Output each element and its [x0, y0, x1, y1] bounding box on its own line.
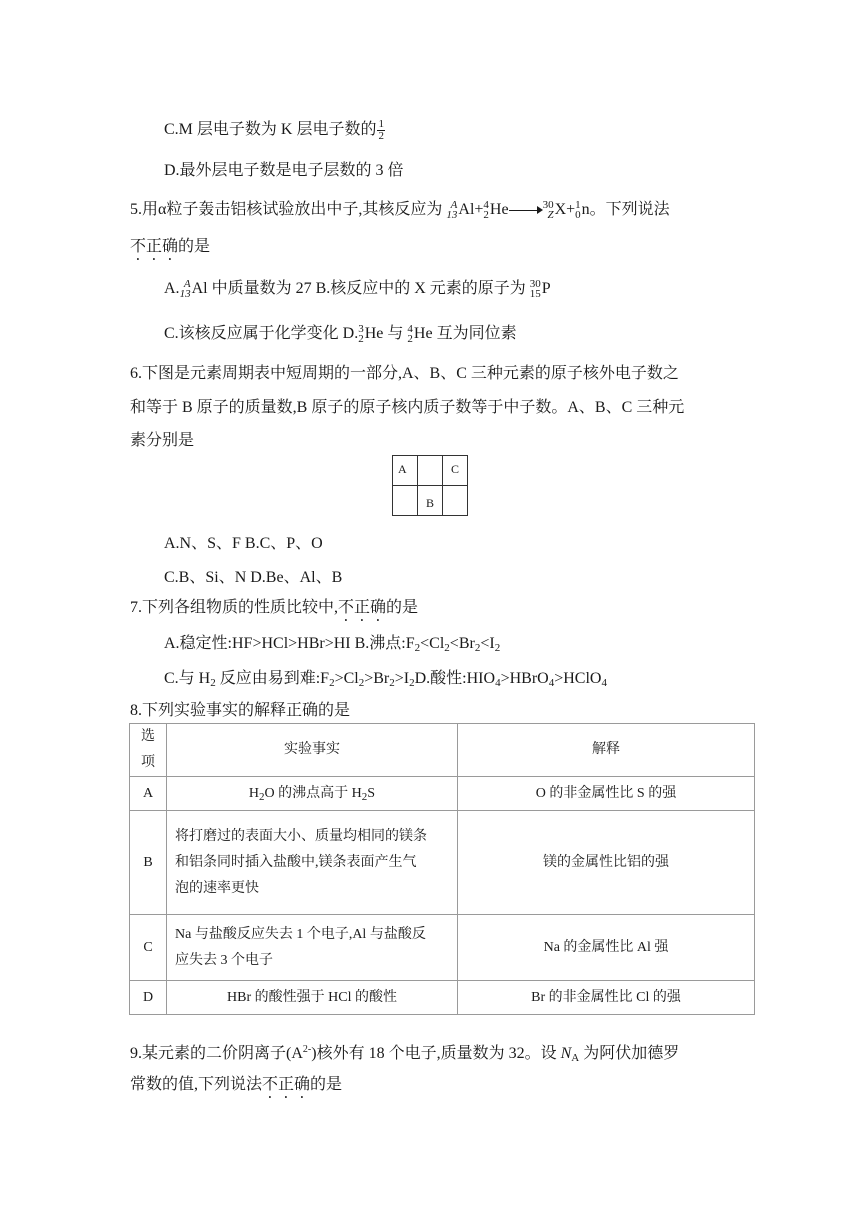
q9-emphasis-not-correct: 不正确: [262, 1076, 311, 1093]
row-fact: Na 与盐酸反应失去 1 个电子,Al 与盐酸反 应失去 3 个电子: [167, 915, 458, 981]
q6-stem-line2: 和等于 B 原子的质量数,B 原子的原子核内质子数等于中子数。A、B、C 三种元: [130, 399, 685, 416]
row-explanation: O 的非金属性比 S 的强: [458, 777, 755, 811]
table-header-row: [130, 724, 755, 777]
row-explanation: Br 的非金属性比 Cl 的强: [458, 981, 755, 1015]
q4-option-c: [164, 116, 386, 142]
q5-emphasis-not-correct: 不正确: [130, 238, 179, 255]
periodic-table-fragment: [392, 455, 468, 516]
q6-stem-line1: 6.下图是元素周期表中短周期的一部分,A、B、C 三种元素的原子核外电子数之: [130, 365, 679, 382]
q7-stem: 7.下列各组物质的性质比较中,不正确的是: [130, 599, 419, 616]
q4-option-c-text: C.M 层电子数为 K 层电子数的: [164, 121, 377, 138]
row-fact: HBr 的酸性强于 HCl 的酸性: [167, 981, 458, 1015]
header-fact: 实验事实: [167, 724, 458, 777]
cell-a: A: [393, 456, 418, 486]
row-option: B: [130, 811, 167, 915]
q9-stem-line1: 9.某元素的二价阴离子$(A^{2-})$核外有 18 个电子,质量数为 32。设 $N_A$ 为阿伏加德罗: [130, 1044, 680, 1064]
cell-b: B: [418, 486, 443, 516]
q5-stem-line2: 不正确的是: [130, 238, 211, 255]
header-option: 选项: [130, 724, 167, 777]
q9-stem-line2: 常数的值,下列说法不正确的是: [130, 1076, 343, 1093]
reaction-arrow-icon: [509, 203, 543, 217]
q8-stem: 8.下列实验事实的解释正确的是: [130, 702, 351, 719]
table-row: [130, 777, 755, 811]
row-explanation: Na 的金属性比 Al 强: [458, 915, 755, 981]
cell-empty: [418, 456, 443, 486]
cell-empty: [443, 486, 468, 516]
q6-options-cd: C.B、Si、N D.Be、Al、B: [164, 569, 343, 586]
q6-options-ab: A.N、S、F B.C、P、O: [164, 535, 323, 552]
row-fact: $H_2O$ 的沸点高于 $H_2S$: [167, 777, 458, 811]
q5-stem-line1: 5.用α粒子轰击铝核试验放出中子,其核反应为 A 13 Al+ 4 2 He 30 Z X+ 1 0 n。下列说法: [130, 199, 670, 222]
q4-option-d: D.最外层电子数是电子层数的 3 倍: [164, 162, 404, 179]
row-option: A: [130, 777, 167, 811]
header-explanation: 解释: [458, 724, 755, 777]
q5-options-ab: A. A 13 Al 中质量数为 27 B.核反应中的 X 元素的原子为 30 15 P: [164, 278, 551, 301]
q5-options-cd: C.该核反应属于化学变化 D. 3 2 He 与 4 2 He 互为同位素: [164, 323, 517, 346]
row-fact: 将打磨过的表面大小、质量均相同的镁条 和铝条同时插入盐酸中,镁条表面产生气 泡的速率更快: [167, 811, 458, 915]
q7-options-cd: C.与 $H_2$ 反应由易到难$:F_2>Cl_2>Br_2>I_2D$.酸性$:HIO_4>HBrO_4>HClO_4$: [164, 670, 607, 689]
cell-empty: [393, 486, 418, 516]
q6-stem-line3: 素分别是: [130, 432, 195, 449]
table-row: [130, 811, 755, 915]
row-option: D: [130, 981, 167, 1015]
q8-table: [129, 723, 755, 1015]
row-option: C: [130, 915, 167, 981]
table-row: [130, 915, 755, 981]
cell-c: C: [443, 456, 468, 486]
row-explanation: 镁的金属性比铝的强: [458, 811, 755, 915]
q7-options-ab: A.稳定性:HF>HCl>HBr>HI B.沸点$:F_2<Cl_2<Br_2<I_2$: [164, 635, 501, 654]
q7-emphasis-not-correct: 不正确: [338, 599, 387, 616]
fraction-one-half: $\frac{1}{2}$: [378, 117, 384, 142]
table-row: [130, 981, 755, 1015]
